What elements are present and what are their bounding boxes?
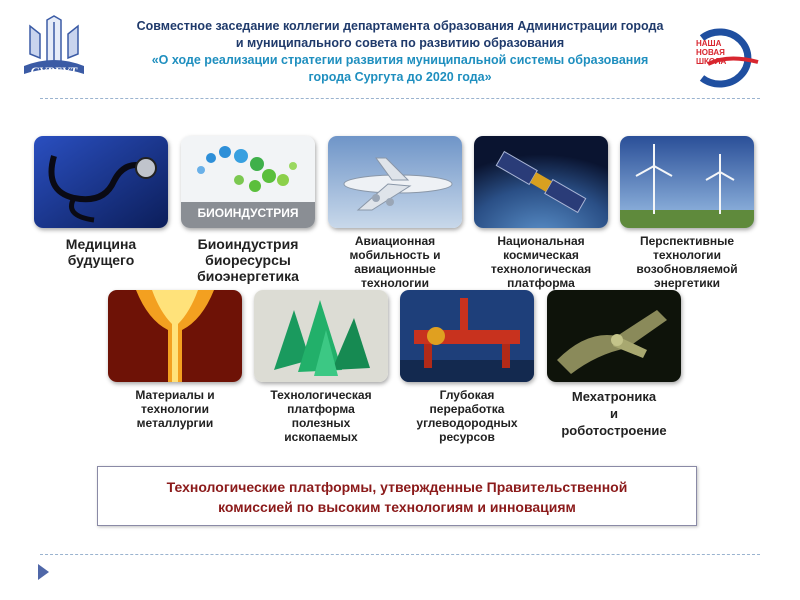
school-logo-line-1: НАША: [696, 39, 722, 48]
header-line-3: «О ходе реализации стратегии развития муниципальной системы образования: [151, 53, 649, 67]
next-arrow-icon[interactable]: [38, 564, 49, 580]
page-header: [100, 18, 700, 86]
platform-caption-space: Национальная космическая технологическая платформа: [490, 234, 592, 290]
platform-caption-energy: Перспективные технологии возобновляемой энергетики: [636, 234, 738, 290]
school-logo-line-2: НОВАЯ: [696, 48, 725, 57]
platform-caption-bio: Биоиндустрия биоресурсы биоэнергетика: [197, 236, 299, 284]
bioindustry-image: [181, 136, 315, 228]
top-divider: [40, 98, 760, 99]
medicine-image: [34, 136, 168, 228]
robotics-image: [547, 290, 681, 382]
summary-box: [97, 466, 697, 526]
surgut-logo-icon: [20, 14, 88, 86]
header-line-2: и муниципального совета по развитию образования: [235, 36, 565, 50]
bioindustry-image-label: БИОИНДУСТРИЯ: [197, 206, 299, 220]
summary-line-2: комиссией по высоким технологиям и инновациям: [218, 499, 576, 515]
platform-caption-medicine: Медицина будущего: [65, 236, 137, 268]
wind-energy-image: [620, 136, 754, 228]
space-image: [474, 136, 608, 228]
header-line-4: города Сургута до 2020 года»: [308, 70, 492, 84]
platform-caption-mechatronics: Мехатроника и роботостроение: [561, 389, 667, 438]
school-logo-line-3: ШКОЛА: [696, 57, 727, 66]
new-school-logo-icon: [688, 28, 768, 88]
aviation-image: [328, 136, 462, 228]
oil-platform-image: [400, 290, 534, 382]
minerals-image: [254, 290, 388, 382]
platform-caption-metallurgy: Материалы и технологии металлургии: [135, 388, 215, 430]
header-line-1: Совместное заседание коллегии департамента образования Администрации города: [136, 19, 664, 33]
summary-line-1: Технологические платформы, утвержденные Правительственной: [166, 479, 628, 495]
platform-caption-minerals: Технологическая платформа полезных ископаемых: [270, 388, 372, 444]
platform-caption-aviation: Авиационная мобильность и авиационные технологии: [349, 234, 441, 290]
bottom-divider: [40, 554, 760, 555]
platform-caption-hydrocarbons: Глубокая переработка углеводородных ресурсов: [416, 388, 518, 444]
metallurgy-image: [108, 290, 242, 382]
surgut-logo-text: СУРГУТ: [30, 64, 78, 78]
